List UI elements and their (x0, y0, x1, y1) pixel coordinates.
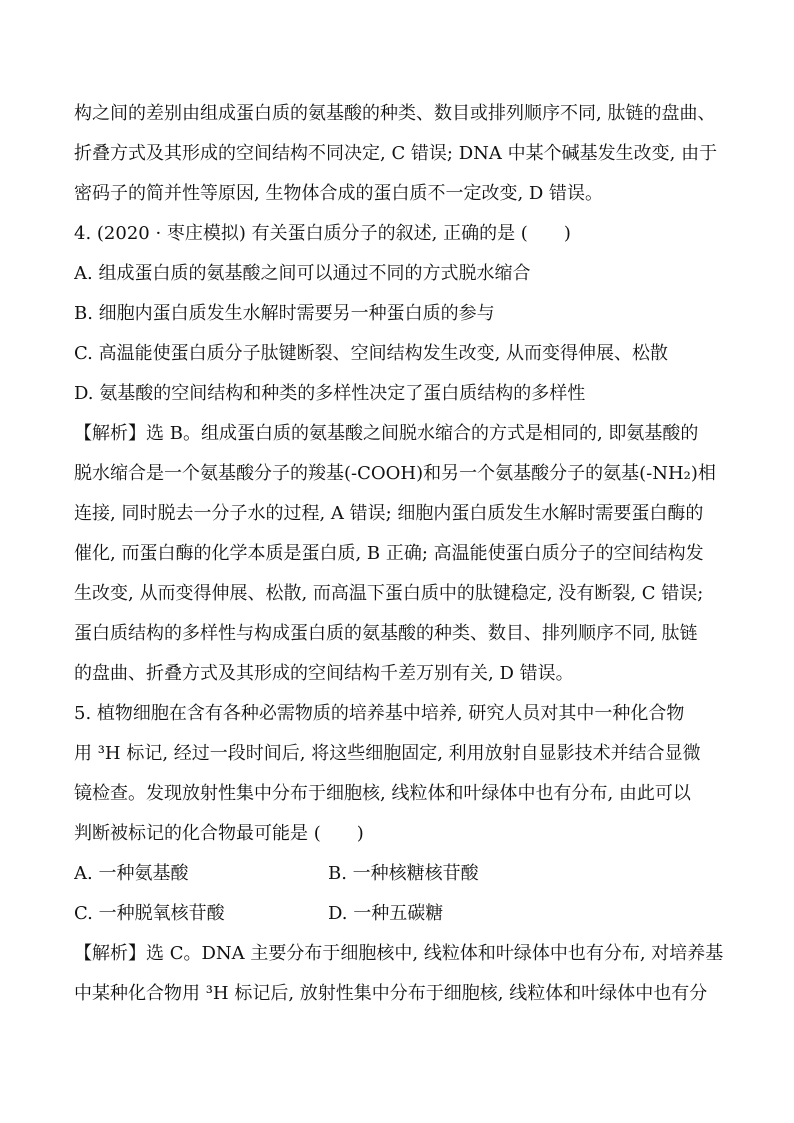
question-4: 4. (2020 · 枣庄模拟) 有关蛋白质分子的叙述, 正确的是 ( ) (74, 223, 571, 244)
analysis-line: 【解析】选 B。组成蛋白质的氨基酸之间脱水缩合的方式是相同的, 即氨基酸的 (74, 423, 699, 444)
analysis-line: 中某种化合物用 ³H 标记后, 放射性集中分布于细胞核, 线粒体和叶绿体中也有分 (74, 983, 708, 1004)
analysis-line: 【解析】选 C。DNA 主要分布于细胞核中, 线粒体和叶绿体中也有分布, 对培养基 (74, 943, 724, 964)
options-row (74, 862, 724, 886)
analysis-line: 蛋白质结构的多样性与构成蛋白质的氨基酸的种类、数目、排列顺序不同, 肽链 (74, 623, 698, 644)
analysis-line: 生改变, 从而变得伸展、松散, 而高温下蛋白质中的肽键稳定, 没有断裂, C 错误; (74, 583, 704, 604)
question-5-line: 判断被标记的化合物最可能是 ( ) (74, 823, 364, 844)
option-c: C. 高温能使蛋白质分子肽键断裂、空间结构发生改变, 从而变得伸展、松散 (74, 343, 669, 364)
option-b: B. 细胞内蛋白质发生水解时需要另一种蛋白质的参与 (74, 303, 495, 324)
analysis-line: 连接, 同时脱去一分子水的过程, A 错误; 细胞内蛋白质发生水解时需要蛋白酶的 (74, 503, 704, 524)
option-c: C. 一种脱氧核苷酸 (74, 903, 225, 924)
option-d: D. 氨基酸的空间结构和种类的多样性决定了蛋白质结构的多样性 (74, 383, 586, 404)
options-row (74, 902, 724, 926)
text-line: 折叠方式及其形成的空间结构不同决定, C 错误; DNA 中某个碱基发生改变, 由于 (74, 143, 718, 164)
text-line: 构之间的差别由组成蛋白质的氨基酸的种类、数目或排列顺序不同, 肽链的盘曲、 (74, 103, 716, 124)
option-a: A. 一种氨基酸 (74, 863, 189, 884)
question-5-line: 镜检查。发现放射性集中分布于细胞核, 线粒体和叶绿体中也有分布, 由此可以 (74, 783, 691, 804)
option-a: A. 组成蛋白质的氨基酸之间可以通过不同的方式脱水缩合 (74, 263, 531, 284)
analysis-line: 催化, 而蛋白酶的化学本质是蛋白质, B 正确; 高温能使蛋白质分子的空间结构发 (74, 543, 704, 564)
option-d: D. 一种五碳糖 (328, 903, 444, 924)
text-line: 密码子的简并性等原因, 生物体合成的蛋白质不一定改变, D 错误。 (74, 183, 604, 204)
analysis-line: 的盘曲、折叠方式及其形成的空间结构千差万别有关, D 错误。 (74, 663, 574, 684)
question-5-line: 用 ³H 标记, 经过一段时间后, 将这些细胞固定, 利用放射自显影技术并结合显微 (74, 743, 701, 764)
option-b: B. 一种核糖核苷酸 (328, 863, 479, 884)
analysis-line: 脱水缩合是一个氨基酸分子的羧基(-COOH)和另一个氨基酸分子的氨基(-NH₂)相 (74, 463, 716, 484)
question-5: 5. 植物细胞在含有各种必需物质的培养基中培养, 研究人员对其中一种化合物 (74, 703, 685, 724)
